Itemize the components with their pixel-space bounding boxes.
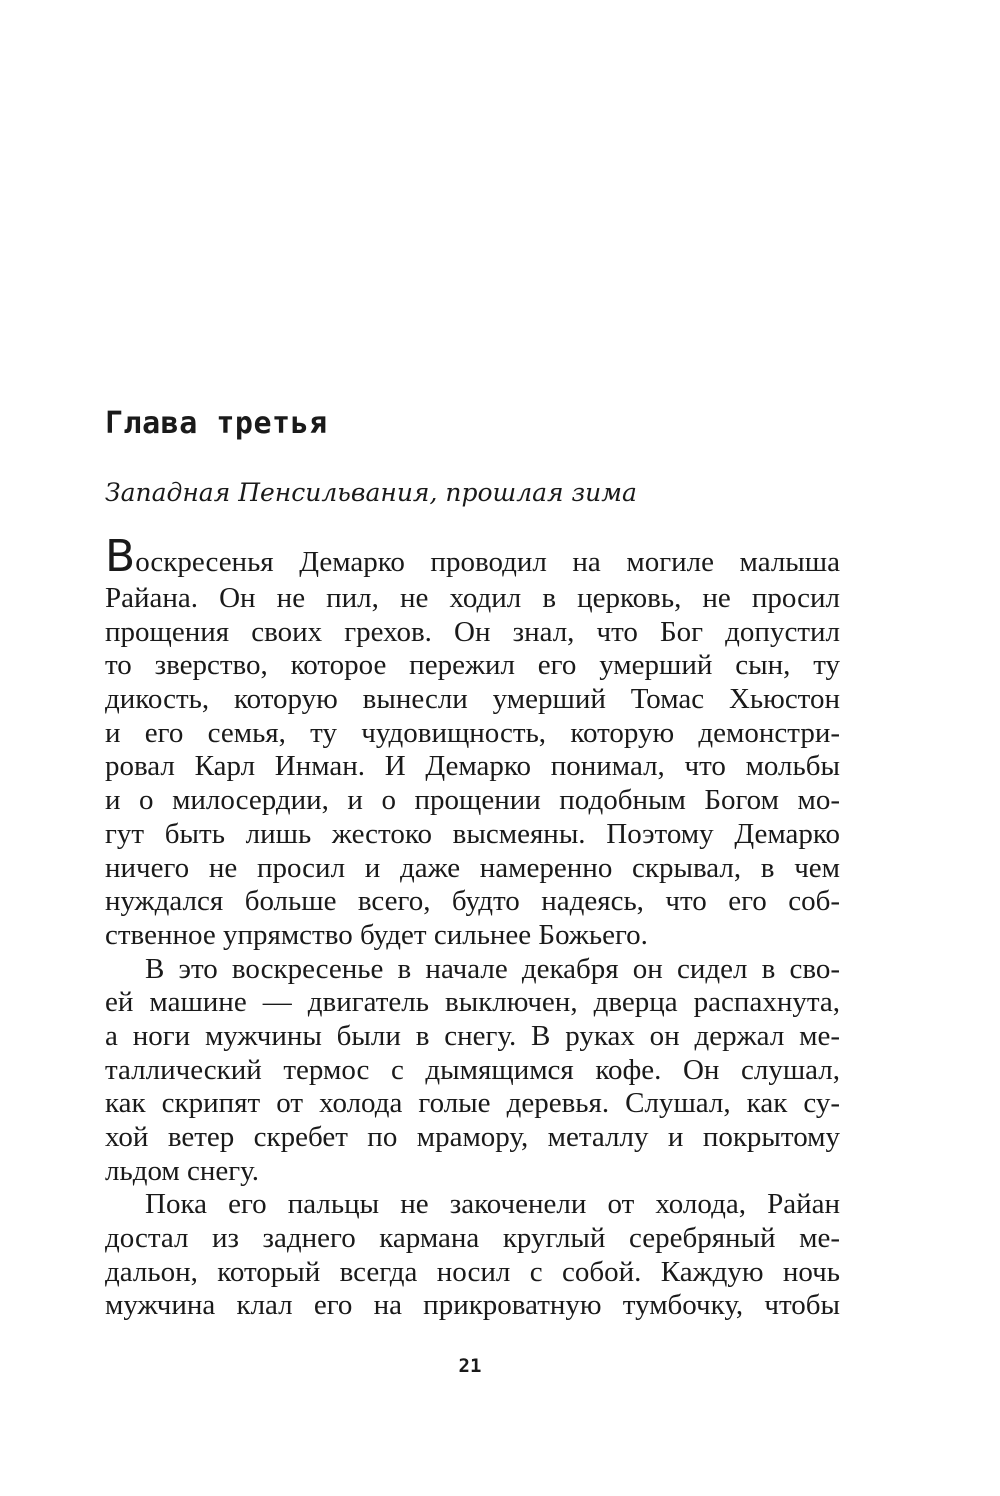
text-line: дикость, которую вынесли умерший Томас Хьюстон — [105, 683, 840, 716]
text-line-content: оскресенья Демарко проводил на могиле малыша — [135, 546, 840, 578]
text-line: мужчина клал его на прикроватную тумбочку, чтобы — [105, 1289, 840, 1322]
body-text — [105, 532, 840, 1323]
text-line: Райана. Он не пил, не ходил в церковь, не просил — [105, 582, 840, 614]
text-line: Пока его пальцы не закоченели от холода, Райан — [145, 1188, 840, 1221]
chapter-subtitle: Западная Пенсильвания, прошлая зима — [105, 478, 637, 507]
text-line: таллический термос с дымящимся кофе. Он слушал, — [105, 1053, 840, 1086]
text-line: хой ветер скребет по мрамору, металлу и покрытому — [105, 1121, 840, 1153]
chapter-title: Глава третья — [105, 406, 328, 441]
text-line: как скрипят от холода голые деревья. Слушал, как су- — [105, 1087, 840, 1120]
text-line: и о милосердии, и о прощении подобным Богом мо- — [105, 784, 840, 817]
text-line: ей машине — двигатель выключен, дверца распахнута, — [105, 986, 840, 1019]
text-line: и его семья, ту чудовищность, которую демонстри- — [105, 716, 840, 749]
text-line: прощения своих грехов. Он знал, что Бог допустил — [105, 615, 840, 648]
text-line — [105, 532, 840, 582]
text-line: ровал Карл Инман. И Демарко понимал, что мольбы — [105, 750, 840, 783]
text-line: гут быть лишь жестоко высмеяны. Поэтому Демарко — [105, 817, 840, 850]
text-line: ственное упрямство будет сильнее Божьего. — [105, 918, 648, 951]
text-line: то зверство, которое пережил его умерший сын, ту — [105, 649, 840, 682]
text-line: нуждался больше всего, будто надеясь, что его соб- — [105, 885, 840, 918]
text-line: ничего не просил и даже намеренно скрывал, в чем — [105, 851, 840, 884]
text-line: льдом снегу. — [105, 1154, 260, 1187]
drop-cap: В — [105, 531, 136, 582]
text-line: дальон, который всегда носил с собой. Каждую ночь — [105, 1255, 840, 1288]
text-line: а ноги мужчины были в снегу. В руках он держал ме- — [105, 1019, 840, 1052]
text-line: В это воскресенье в начале декабря он сидел в сво- — [145, 952, 840, 985]
page-number: 21 — [458, 1355, 482, 1377]
text-line: достал из заднего кармана круглый серебряный ме- — [105, 1222, 840, 1255]
